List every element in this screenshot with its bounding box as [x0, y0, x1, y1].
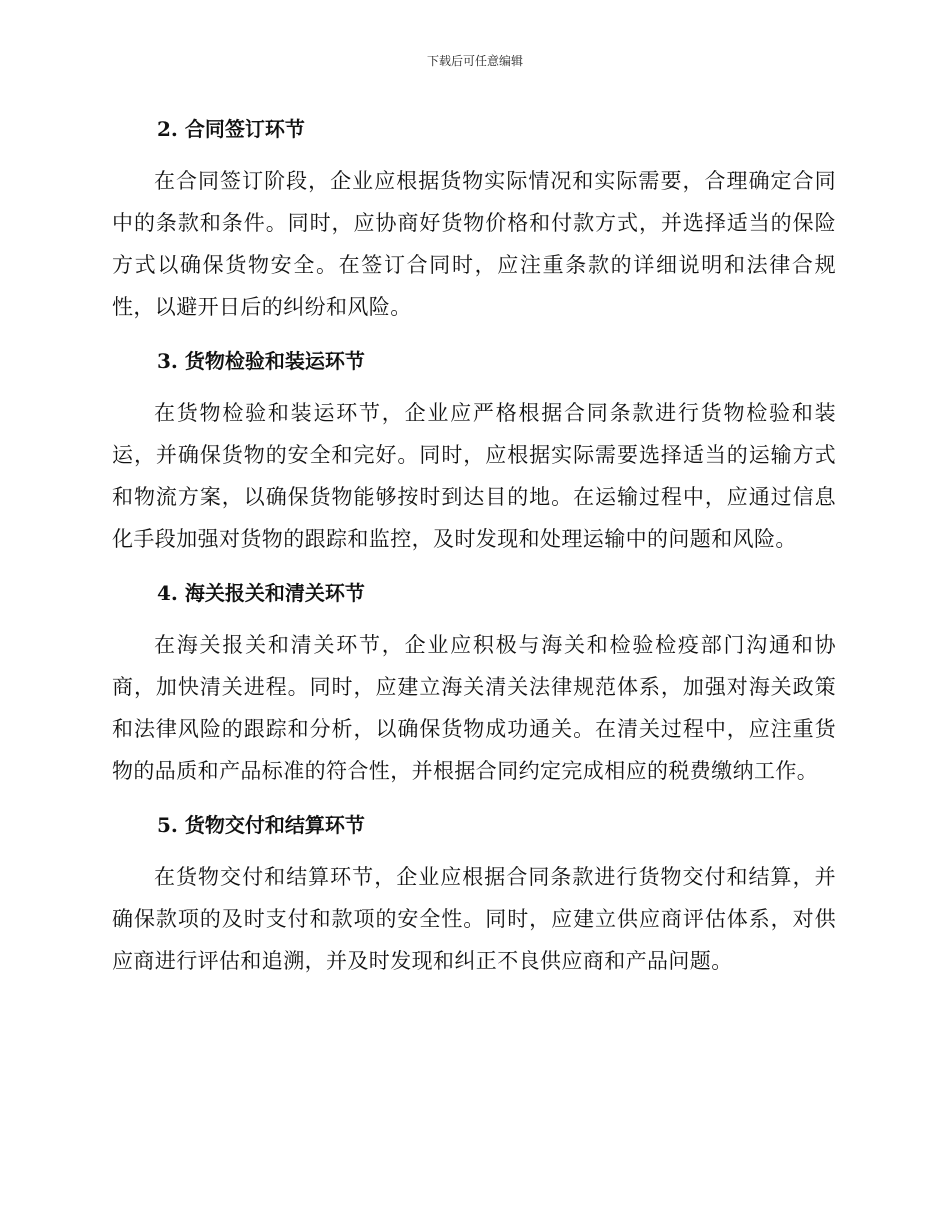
page-header: 下载后可任意编辑	[426, 54, 523, 68]
section-heading: 3. 货物检验和装运环节	[157, 349, 365, 373]
section-heading: 2. 合同签订环节	[157, 117, 305, 141]
section-inspection-shipping	[112, 340, 836, 560]
section-heading: 4. 海关报关和清关环节	[157, 581, 365, 605]
section-paragraph: 在货物交付和结算环节，企业应根据合同条款进行货物交付和结算，并确保款项的及时支付和款项的安全性。同时，应建立供应商评估体系，对供应商进行评估和追溯，并及时发现和纠正不良供应商和产品问题。	[112, 865, 836, 973]
section-delivery-settlement	[112, 804, 836, 982]
section-paragraph: 在海关报关和清关环节，企业应积极与海关和检验检疫部门沟通和协商，加快清关进程。同时，应建立海关清关法律规范体系，加强对海关政策和法律风险的跟踪和分析，以确保货物成功通关。在清关过程中，应注重货物的品质和产品标准的符合性，并根据合同约定完成相应的税费缴纳工作。	[112, 633, 836, 783]
section-contract-signing	[112, 108, 836, 328]
document-body	[112, 108, 836, 994]
section-heading: 5. 货物交付和结算环节	[157, 813, 365, 837]
section-customs-clearance	[112, 572, 836, 792]
section-paragraph: 在货物检验和装运环节，企业应严格根据合同条款进行货物检验和装运，并确保货物的安全和完好。同时，应根据实际需要选择适当的运输方式和物流方案，以确保货物能够按时到达目的地。在运输过程中，应通过信息化手段加强对货物的跟踪和监控，及时发现和处理运输中的问题和风险。	[112, 401, 836, 551]
section-paragraph: 在合同签订阶段，企业应根据货物实际情况和实际需要，合理确定合同中的条款和条件。同时，应协商好货物价格和付款方式，并选择适当的保险方式以确保货物安全。在签订合同时，应注重条款的详细说明和法律合规性，以避开日后的纠纷和风险。	[112, 169, 836, 319]
